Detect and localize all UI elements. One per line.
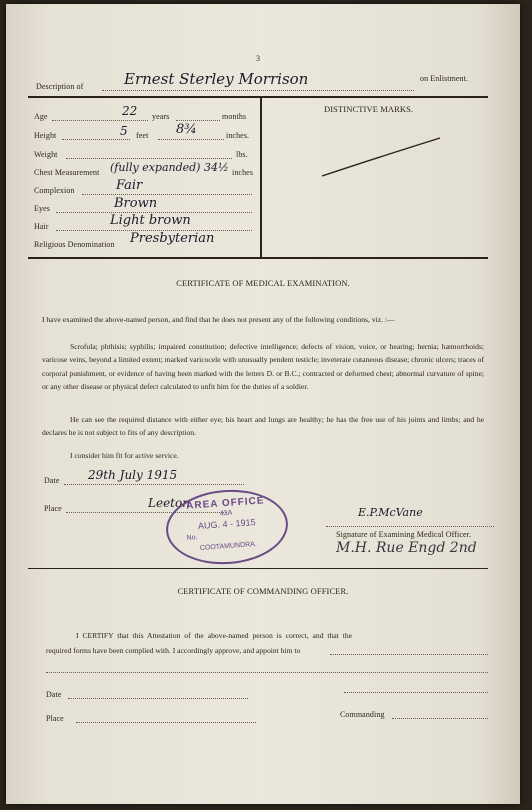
description-label: Description of [36,82,84,91]
medical-officer-signature: E.P.McVane [358,506,423,519]
medical-certificate-title: CERTIFICATE OF MEDICAL EXAMINATION. [176,278,350,288]
medical-place-label: Place [44,504,62,513]
box-bottom-rule [28,257,488,259]
stamp-line-4: No. [186,534,198,542]
signature-dots [326,526,494,527]
height-label: Height [34,131,57,140]
commanding-paragraph: I CERTIFY that this Attestation of the above-named person is correct, and that the required forms have been complied with. I accordingly approve, and appoint him to [46,631,352,655]
commanding-place-label: Place [46,714,64,723]
height-feet: 5 [120,124,128,138]
description-dotted-line [102,88,414,91]
lbs-label: lbs. [236,150,248,159]
feet-label: feet [136,131,149,140]
hair-label: Hair [34,222,49,231]
years-label: years [152,112,170,121]
box-divider [260,96,262,258]
complexion-dots [82,194,252,195]
distinctive-marks-heading: DISTINCTIVE MARKS. [324,104,414,114]
months-label: months [222,112,247,121]
medical-paragraph-3: He can see the required distance with either eye; his heart and lungs are healthy; he has the free use of his joints and limbs; and he declares he is not subject to fits of any description. [42,415,484,438]
age-label: Age [34,112,48,121]
height-inches-dots [158,139,224,140]
height-inches: 8¾ [176,122,197,137]
description-suffix: on Enlistment. [420,74,469,83]
commanding-label: Commanding [340,710,385,719]
chest-label: Chest Measurement [34,168,100,177]
distinctive-marks-stroke [316,134,446,184]
eyes-label: Eyes [34,204,50,213]
commanding-date-dots [68,698,248,699]
medical-paragraph-2: Scrofula; phthisis; syphilis; impaired constitution; defective intelligence; defects of vision, voice, or hearing; hernia; hæmorrhoids; varicose veins, beyond a limited extent; marked varicocele with unusually pendent testicle; inveterate cutaneous disease; chronic ulcers; traces of corporal punishment, or evidence of having been marked with the letters D. or B.C.; contracted or deformed chest; abnormal curvature of spine; or any other disease or physical defect calculated to unfit him for the duties of a soldier. [42,342,484,391]
weight-dots [66,158,232,159]
medical-paragraph-4: I consider him fit for active service. [70,451,179,460]
box-top-rule [28,96,488,98]
stamp-line-3: AUG. 4 - 1915 [197,517,256,532]
commanding-dots-1 [344,692,488,693]
appoint-dots-1 [330,654,488,655]
chest-unit: inches [232,168,254,177]
age-value: 22 [122,104,138,118]
section-divider [28,568,488,569]
commanding-place-dots [76,722,256,723]
weight-label: Weight [34,150,58,159]
height-feet-dots [62,139,130,140]
complexion-label: Complexion [34,186,75,195]
recruit-name: Ernest Sterley Morrison [124,70,309,88]
commanding-officer-signature: M.H. Rue Engd 2nd [336,540,477,556]
stamp-line-1: AREA OFFICE [185,495,265,512]
months-dots [176,120,220,121]
medical-place-value: Leeton [148,496,190,510]
signature-label: Signature of Examining Medical Officer. [336,530,472,539]
medical-paragraph-1: I have examined the above-named person, and find that he does not present any of the following conditions, viz. :— [42,315,395,324]
page-number: 3 [256,54,261,63]
medical-date-dots [64,484,244,485]
religion-label: Religious Denomination [34,240,115,249]
eyes-value: Brown [114,196,158,211]
appoint-dots-2 [46,672,488,673]
complexion-value: Fair [116,178,143,193]
commanding-certificate-title: CERTIFICATE OF COMMANDING OFFICER. [177,586,349,596]
chest-value: (fully expanded) 34½ [110,161,229,174]
medical-date-value: 29th July 1915 [88,468,178,482]
commanding-dots-2 [392,718,488,719]
stamp-line-2: 43A [219,509,233,518]
religion-value: Presbyterian [130,231,215,246]
medical-date-label: Date [44,476,60,485]
inches-label: inches. [226,131,250,140]
hair-value: Light brown [110,213,191,228]
attestation-page [6,4,520,804]
stamp-line-5: COOTAMUNDRA. [199,540,258,552]
commanding-date-label: Date [46,690,62,699]
age-dots [52,120,148,121]
